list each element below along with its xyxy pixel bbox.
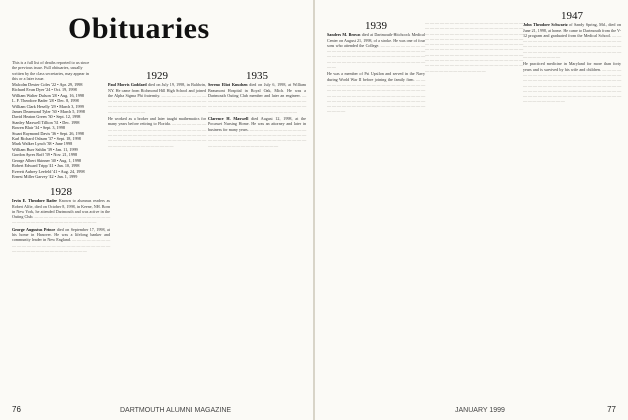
obituary-entry (327, 32, 425, 69)
obituary-text: of Sandy Spring, Md., died on June 21, 1998, at home. He came to Dartmouth from the V-12 program and graduated from the Medical School. (523, 22, 621, 38)
roster-item: Robert Edward Tripp '41 • Jan. 10, 1998 (12, 163, 80, 169)
roster-item: Stanley Maxwell Tillton '31 • Dec. 1998 (12, 119, 80, 125)
left-page (0, 0, 313, 420)
text-filler: — — — — — — — — — — — — — — — — — — — — — — — — — — — — — — — — — — — — — — — — — — — — — — — — — — — — — — — — — — — — — — — — — — — — — — — (327, 42, 425, 70)
class-year-heading: 1939 (365, 20, 387, 32)
roster-item: James Dearmond Tyler '30 • March 5, 1998 (12, 109, 85, 115)
issue-date-footer: JANUARY 1999 (455, 407, 505, 414)
roster-item: William Clark Heselly '29 • March 3, 1999 (12, 103, 84, 109)
obituary-entry (108, 82, 206, 114)
text-filler: — — — — — — — — — — — — — — — — — — — — — — — — — — — — — — — — — — — — — — — — — — — — — — — — — — — — — — — — — — — — (208, 92, 306, 114)
roster-item: William Burr Sahlin '39 • Jan. 11, 1999 (12, 146, 78, 152)
roster-item: Karl Richard Osburn '37 • Sept. 18, 1998 (12, 136, 81, 142)
class-year-heading: 1929 (146, 70, 168, 82)
text-filler: — — — — — — — — — — — — — — — — — — — — — — — — — — — — — — — — — — — — — — — — — — — — — — — — — — — — — — — — — — — — — — — — — — — — — — — — — — — — — — — — — — — — — — — — — — — — — — — — — — — — — — — — — — (327, 76, 425, 114)
obituary-text: died on July 6, 1998, at William Beaumont Hospital in Royal Oak, Mich. He was a Dartmouth Outing Club member and later an engineer. (208, 82, 306, 98)
obituary-entry (208, 116, 306, 148)
obituary-column (425, 20, 523, 75)
obituary-entry (425, 20, 523, 73)
intro-text: This is a full list of deaths reported to us since the previous issue. Full obituaries, usually written by the class secretaries, may appear in this or a later issue. (12, 60, 90, 82)
class-year-heading: 1935 (246, 70, 268, 82)
roster-item: William Walter Dulson '28 • Aug. 16, 1998 (12, 92, 85, 98)
obituary-entry (12, 198, 110, 224)
obituary-entry (108, 116, 206, 148)
roster-item: Richard Evan Dyer '24 • Oct. 19, 1998 (12, 87, 77, 93)
obituary-text: He worked as a broker and later taught mathematics for many years before retiring to Florida. (108, 116, 206, 127)
obituary-name: Paul Morris Goddard (108, 82, 147, 88)
obituary-column (327, 20, 425, 116)
obituary-entry (523, 61, 621, 103)
page-number-left: 76 (12, 405, 21, 414)
obituary-text: He practiced medicine in Maryland for more than forty years and is survived by his wife and children. (523, 61, 621, 72)
roster-item: David Heaton Green '30 • Sept. 12, 1998 (12, 114, 81, 120)
roster-item: Gordon Ayres Roff '39 • Nov. 21, 1998 (12, 152, 78, 158)
obituary-entry (208, 82, 306, 114)
obituary-entry (327, 71, 425, 113)
obituary-name: Clarence H. Maxwell (208, 116, 249, 122)
class-year-heading: 1928 (50, 186, 72, 198)
text-filler: — — — — — — — — — — — — — — — — — — — — — — — — — — — — — — — — — — — — — — — — — — — — — — — — — — — — — — — — — — — — — — — — — — — — — — — — — — — — — — — — — — — — — — — — — — — — — — — — — — — — — — — — — — — — — — — — — — — — — — — — — — — — — — — — — — — — — — — — — — — — — — — — — — — — — — — — — — — — — — — — — — — — — — — — — — — — — — — — — — — — — — — — — — — — — — — — — (425, 20, 523, 73)
text-filler: — — — — — — — — — — — — — — — — — — — — — — — — — — — — — — — — — — — — — — — — — — — — — — — — — — — — — — — — — — — — — — — — — — — — — — — — — — — — — — — — — — — — — — — — — — — — — — — — — — — — — — — — — — — — — — — — — (523, 66, 621, 104)
obituary-column (523, 10, 621, 106)
class-year-heading: 1947 (561, 10, 583, 22)
roster-item: Malcolm Dexter Coles '22 • Apr. 29, 1998 (12, 82, 83, 87)
obituary-name: John Theodore Schwartz (523, 22, 568, 28)
page-number-right: 77 (607, 405, 616, 414)
roster-item: Mark Walker Lynch '38 • June 1998 (12, 141, 73, 147)
obituary-text: died on July 19, 1998, in Baldwin, NY. He came from Richmond Hill High School and joined the Alpha Sigma Phi fraternity. (108, 82, 207, 98)
roster-item: L. F. Theodore Bader '28 • Dec. 8, 1998 (12, 98, 79, 104)
obituary-text: Known to alumnus readers as Robert Alfie, died on October 8, 1998, in Keene, NH. Born in New York, he attended Dartmouth and was active in the Outing Club. (12, 198, 110, 220)
right-page (315, 0, 628, 420)
text-filler: — — — — — — — — — — — — — — — — — — — — — — — — — — — — — — — — — — — — — — — — — — — — — — — — — — — — — — — — — (108, 92, 206, 114)
obituary-column (208, 70, 306, 150)
text-filler: — — — — — — — — — — — — — — — — — — — — — — — — — — — — — — — — — — — — — — — — — — — — (12, 237, 110, 253)
obituary-text: He was a member of Psi Upsilon and served in the Navy during World War II before joining the family firm. (327, 71, 425, 82)
magazine-footer: DARTMOUTH ALUMNI MAGAZINE (120, 407, 232, 414)
roster-item: Everett Aubrey Leefeld '41 • Aug. 24, 1998 (12, 168, 85, 174)
obituary-name: Sanders M. Brown (327, 32, 361, 38)
roster-item: George Albert Skinner '40 • Aug. 1, 1998 (12, 157, 82, 163)
roster-item: Bowen Blair '34 • Sept. 3, 1998 (12, 125, 65, 131)
text-filler: — — — — — — — — — — — — — — — — — — — — — — — — — — — — — — — — — — — — — — — — — — — — — — — — — — — — — — — — — — — — — — — — — — — — — — (523, 32, 621, 60)
roster-item: Ernest Miller Garvey '42 • Jan. 1, 1999 (12, 173, 78, 179)
text-filler: — — — — — — — — — — — — — — — — — — — — — — — — — — — — — — — — — — — — — — — — — — — — — — — — — — — — — — — — — — — — — — — — — — — (208, 126, 306, 148)
obituary-entry (523, 22, 621, 59)
obituary-name: Irvin E. Theodore Bader (12, 198, 58, 204)
page-heading: Obituaries (68, 12, 210, 45)
roster-item: Stuart Raymond Davis '36 • Sept. 26, 1998 (12, 130, 84, 136)
obituary-text: died at Dartmouth-Hitchcock Medical Center on August 21, 1998, of a stroke. He was one of four sons who attended the College. (327, 32, 426, 48)
obituary-column (108, 70, 206, 150)
deaths-roster (12, 82, 92, 179)
text-filler: — — — — — — — — — — — — — — — — — — — — — — — — — — — — — — — — — — (12, 214, 110, 225)
obituary-name: Sereno Eliot Knudsen (208, 82, 248, 88)
text-filler: — — — — — — — — — — — — — — — — — — — — — — — — — — — — — — — — — — — — — — — — — — — — — — — — — — — — — — — — — — — — — — — — — — — — — — — — — — — — — — — — — (108, 121, 206, 148)
obituary-text: died on September 17, 1998, at his home in Hanover. He was a lifelong banker and community leader in New England. (12, 226, 110, 243)
obituary-text: died August 12, 1998, at the Pocasset Nursing Home. He was an attorney and later in business for many years. (208, 116, 306, 132)
obituary-column (12, 186, 110, 255)
obituary-name: George Augustus Prince (12, 226, 56, 232)
obituary-entry (12, 227, 110, 253)
